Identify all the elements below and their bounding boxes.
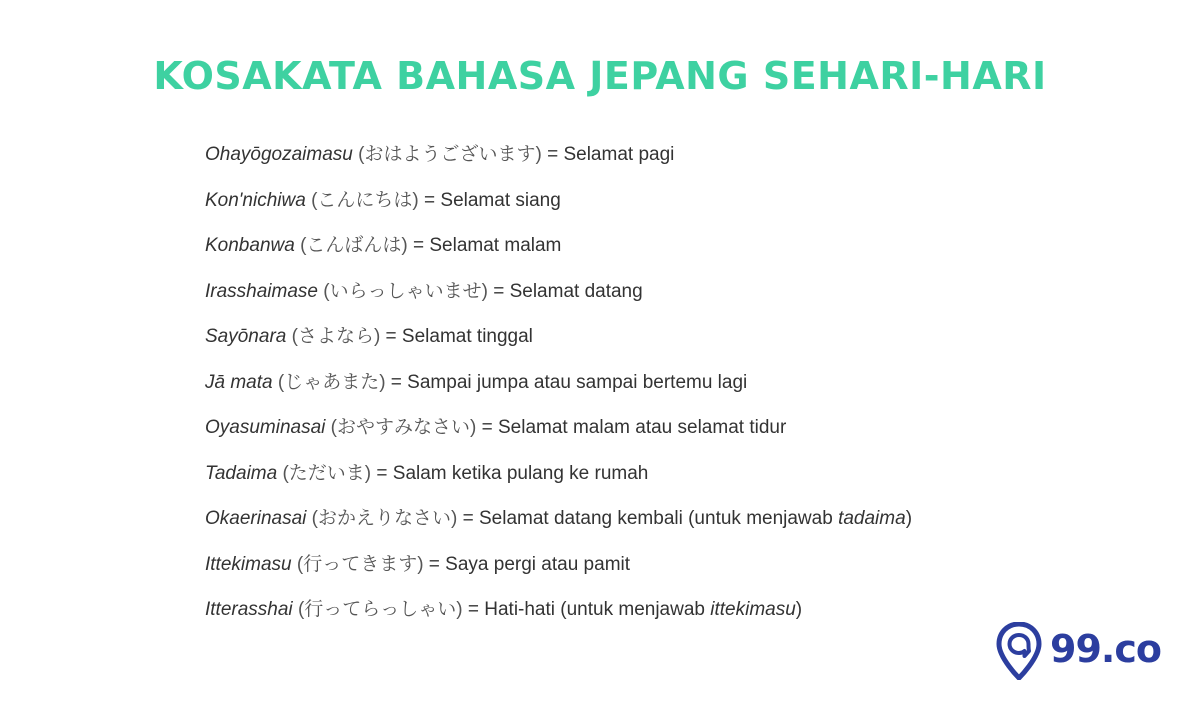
vocab-note-end: ) — [795, 599, 803, 620]
vocab-romaji: Kon'nichiwa — [205, 189, 306, 211]
vocab-romaji: Tadaima — [205, 462, 278, 484]
vocab-romaji: Okaerinasai — [205, 508, 307, 529]
vocab-item — [205, 413, 912, 443]
vocab-item — [205, 186, 912, 216]
vocab-item — [205, 277, 912, 307]
vocab-romaji: Konbanwa — [205, 235, 295, 256]
vocabulary-list — [205, 140, 912, 641]
vocab-item — [205, 459, 912, 489]
vocab-meaning: = Hati-hati (untuk menjawab — [462, 599, 711, 620]
vocab-item — [205, 140, 912, 170]
brand-logo — [996, 622, 1166, 682]
vocab-kana: (さよなら) — [291, 326, 381, 347]
vocab-kana: (行ってきます) — [296, 553, 424, 575]
vocab-meaning: = Selamat siang — [418, 189, 561, 211]
vocab-kana: (じゃあまた) — [277, 371, 386, 393]
vocab-meaning: = Sampai jumpa atau sampai bertemu lagi — [385, 371, 748, 393]
vocab-romaji: Sayōnara — [205, 326, 287, 347]
vocab-meaning: = Selamat tinggal — [380, 326, 533, 347]
vocab-meaning: = Selamat pagi — [541, 144, 675, 165]
vocab-romaji: Oyasuminasai — [205, 417, 326, 438]
vocab-item — [205, 504, 912, 534]
vocab-item — [205, 595, 912, 625]
location-pin-icon — [996, 622, 1042, 680]
vocab-kana: (おはようございます) — [358, 144, 542, 165]
vocab-meaning: = Salam ketika pulang ke rumah — [371, 462, 649, 484]
vocab-note-end: ) — [905, 508, 913, 529]
vocab-kana: (おやすみなさい) — [330, 417, 477, 438]
vocab-kana: (おかえりなさい) — [311, 508, 458, 529]
page-title: KOSAKATA BAHASA JEPANG SEHARI-HARI — [153, 54, 1047, 98]
vocab-meaning: = Selamat datang kembali (untuk menjawab — [457, 508, 839, 529]
vocab-item — [205, 322, 912, 352]
vocab-romaji: Itterasshai — [205, 599, 293, 620]
vocab-kana: (こんばんは) — [300, 235, 408, 256]
vocab-note-emphasis: tadaima — [838, 508, 906, 529]
vocab-meaning: = Selamat datang — [487, 280, 643, 302]
vocab-meaning: = Selamat malam atau selamat tidur — [476, 417, 787, 438]
vocab-meaning: = Selamat malam — [407, 235, 562, 256]
vocab-item — [205, 231, 912, 261]
vocab-item — [205, 550, 912, 580]
vocab-item — [205, 368, 912, 398]
vocab-kana: (ただいま) — [282, 462, 372, 484]
vocab-kana: (いらっしゃいませ) — [323, 280, 488, 302]
vocab-romaji: Ohayōgozaimasu — [205, 144, 353, 165]
vocab-romaji: Irasshaimase — [205, 280, 318, 302]
vocab-romaji: Jā mata — [205, 371, 273, 393]
vocab-kana: (行ってらっしゃい) — [297, 599, 463, 620]
vocab-romaji: Ittekimasu — [205, 553, 292, 575]
vocab-note-emphasis: ittekimasu — [710, 599, 796, 620]
vocab-kana: (こんにちは) — [311, 189, 419, 211]
logo-text: 99.co — [1050, 627, 1161, 671]
vocab-meaning: = Saya pergi atau pamit — [423, 553, 631, 575]
